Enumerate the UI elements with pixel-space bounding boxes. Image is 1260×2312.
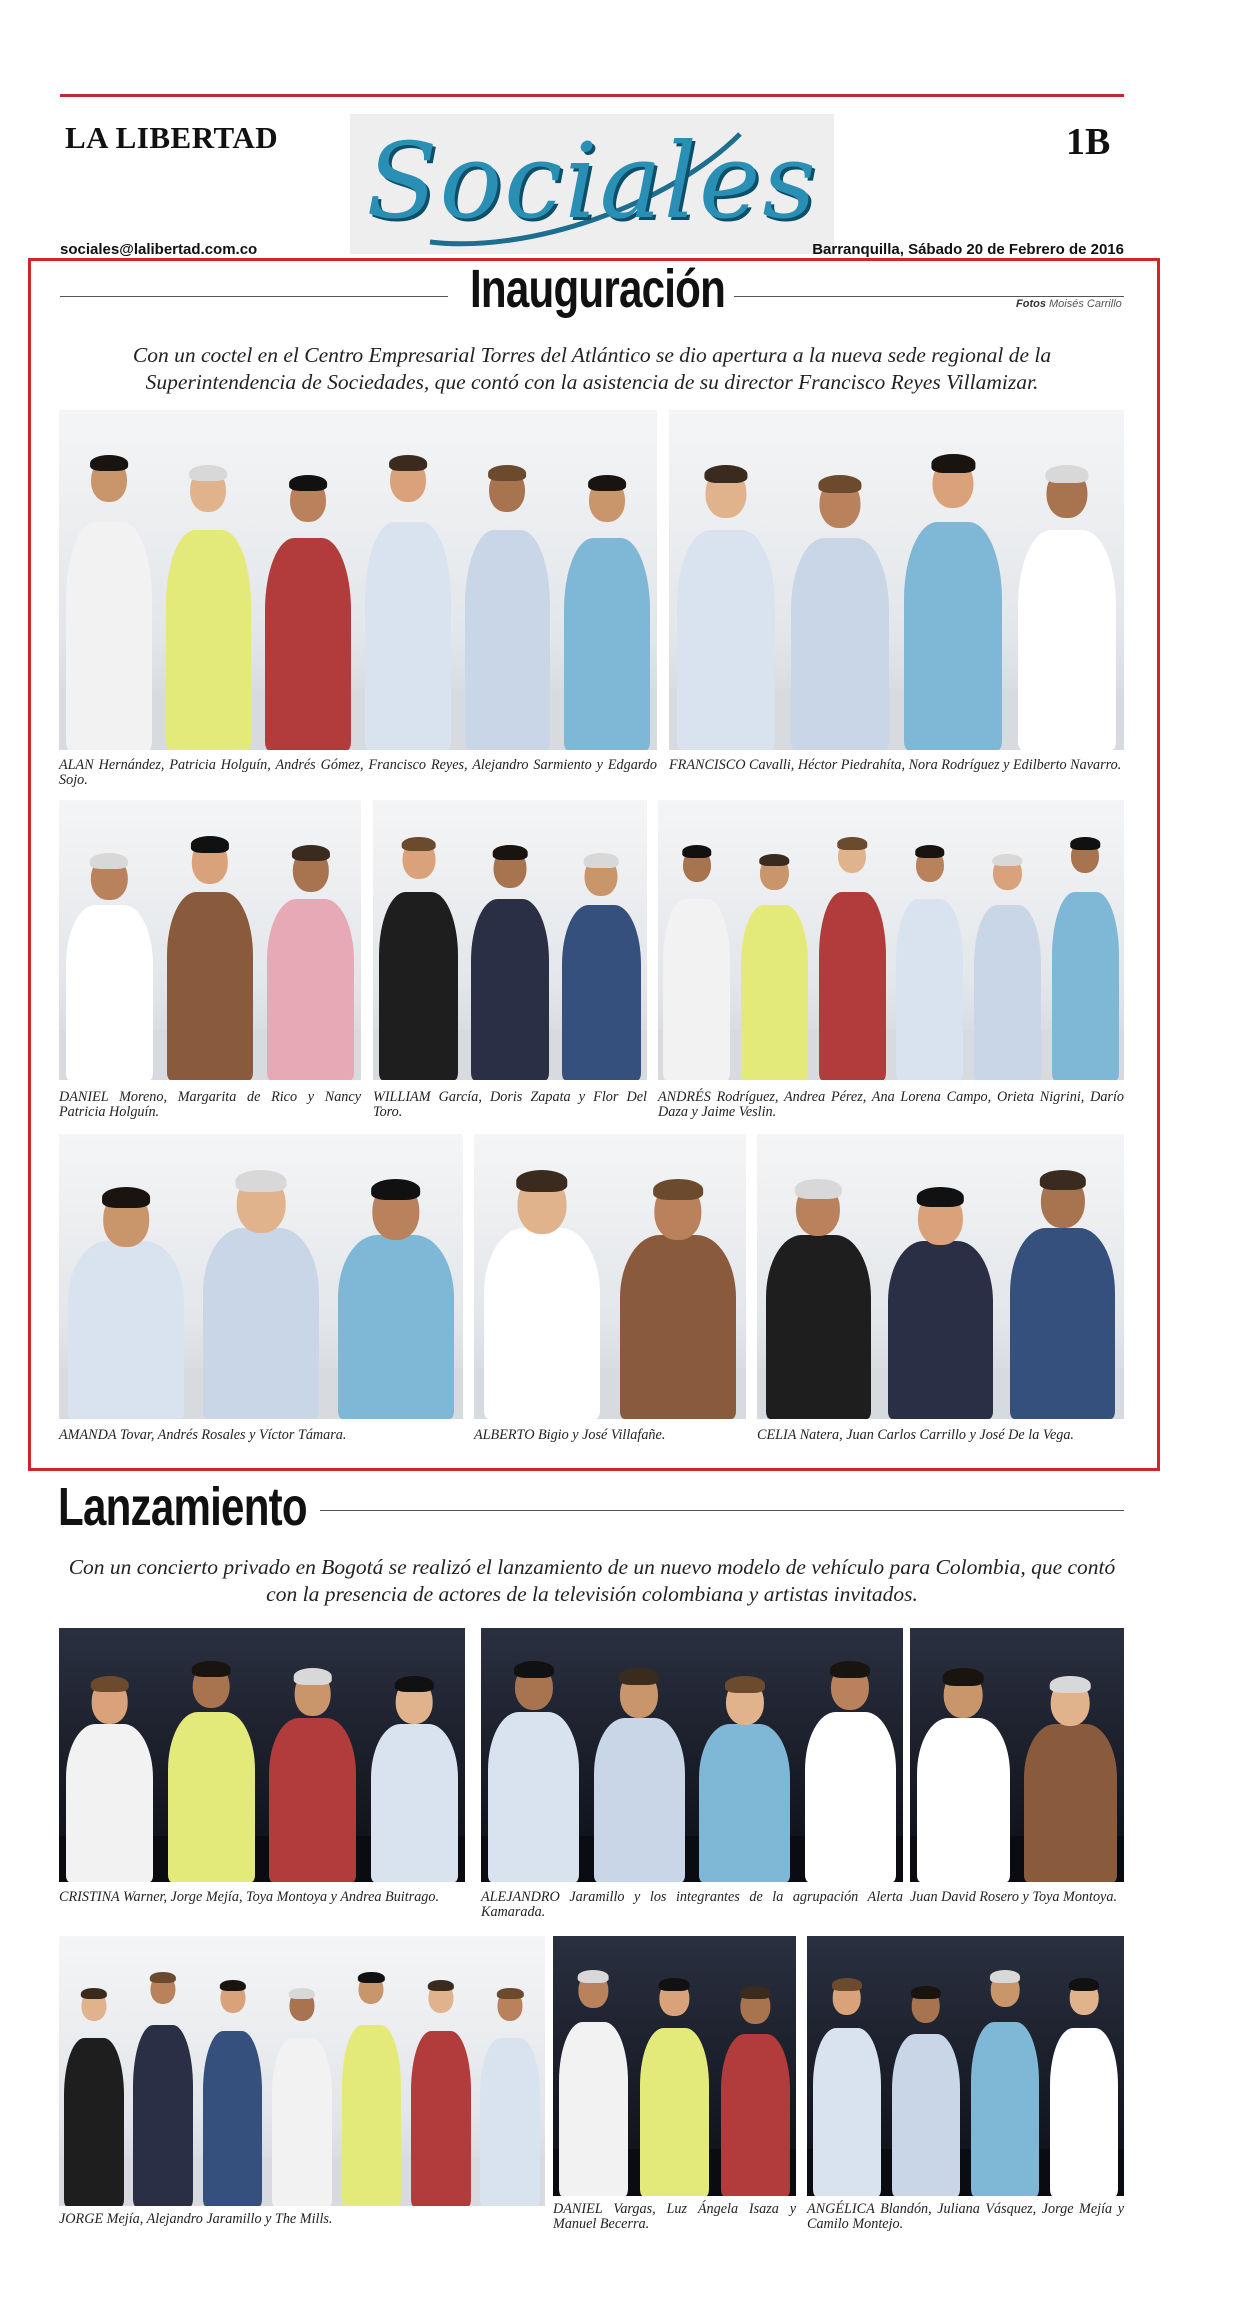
person-body bbox=[166, 530, 252, 750]
lanzamiento-title: Lanzamiento bbox=[58, 1477, 307, 1537]
photo-inauguracion-4 bbox=[373, 800, 647, 1080]
person-hair bbox=[102, 1187, 150, 1208]
person-body bbox=[484, 1228, 601, 1419]
person-hair bbox=[943, 1668, 984, 1685]
photo-person bbox=[66, 856, 153, 1080]
person-body bbox=[904, 522, 1002, 750]
photo-inauguracion-6 bbox=[59, 1134, 463, 1419]
person-hair bbox=[401, 837, 436, 852]
person-hair bbox=[740, 1986, 771, 1999]
photo-credit-name: Moisés Carrillo bbox=[1049, 298, 1122, 310]
person-hair bbox=[588, 475, 626, 491]
photo-person bbox=[203, 1174, 319, 1419]
person-hair bbox=[584, 853, 619, 868]
photo-person bbox=[721, 1988, 791, 2196]
person-body bbox=[791, 538, 889, 750]
person-hair bbox=[514, 1661, 554, 1678]
photo-person bbox=[620, 1182, 737, 1419]
person-body bbox=[488, 1712, 579, 1882]
photo-person bbox=[663, 848, 730, 1080]
person-body bbox=[272, 2038, 332, 2206]
person-hair bbox=[1050, 1676, 1091, 1693]
person-hair bbox=[81, 1988, 107, 1999]
photo-person bbox=[888, 1191, 993, 1419]
person-body bbox=[640, 2028, 710, 2196]
photo-person bbox=[66, 1679, 153, 1882]
person-hair bbox=[1040, 1170, 1086, 1190]
person-body bbox=[342, 2025, 402, 2206]
photo-person bbox=[917, 1671, 1009, 1882]
person-hair bbox=[90, 1676, 128, 1692]
person-body bbox=[562, 905, 641, 1080]
person-body bbox=[338, 1235, 454, 1420]
person-hair bbox=[235, 1170, 286, 1192]
person-body bbox=[133, 2025, 193, 2206]
photo-person bbox=[168, 1664, 255, 1882]
person-body bbox=[813, 2028, 881, 2196]
photo-person bbox=[379, 839, 458, 1080]
photo-person bbox=[167, 839, 254, 1080]
caption-lanzamiento-3: Juan David Rosero y Toya Montoya. bbox=[910, 1889, 1117, 1905]
person-hair bbox=[993, 854, 1022, 867]
person-hair bbox=[578, 1970, 609, 1983]
person-hair bbox=[389, 455, 427, 471]
photo-person bbox=[677, 468, 775, 750]
person-body bbox=[371, 1724, 458, 1882]
person-body bbox=[1052, 892, 1119, 1080]
person-hair bbox=[917, 1187, 963, 1207]
photo-person bbox=[166, 468, 252, 750]
person-body bbox=[365, 522, 451, 750]
title-rule-right bbox=[734, 296, 1124, 297]
photo-person bbox=[974, 856, 1041, 1080]
person-hair bbox=[911, 1986, 941, 1999]
person-hair bbox=[830, 1661, 870, 1678]
person-body bbox=[896, 899, 963, 1080]
photo-person bbox=[1024, 1679, 1116, 1882]
photo-person bbox=[272, 1990, 332, 2206]
photo-person bbox=[564, 478, 650, 750]
photo-person bbox=[805, 1664, 896, 1882]
person-body bbox=[677, 530, 775, 750]
person-hair bbox=[150, 1972, 176, 1983]
photo-inauguracion-1 bbox=[59, 410, 657, 750]
person-body bbox=[269, 1718, 356, 1882]
person-hair bbox=[289, 475, 327, 491]
person-hair bbox=[292, 845, 330, 861]
person-body bbox=[66, 905, 153, 1080]
person-hair bbox=[795, 1179, 841, 1199]
photo-person bbox=[66, 458, 152, 750]
person-hair bbox=[493, 845, 528, 860]
person-hair bbox=[90, 853, 128, 869]
person-body bbox=[741, 905, 808, 1080]
page-number: 1B bbox=[1066, 121, 1111, 163]
person-hair bbox=[818, 475, 861, 493]
person-body bbox=[805, 1712, 896, 1882]
person-hair bbox=[489, 465, 527, 481]
photo-person bbox=[371, 1679, 458, 1882]
photo-inauguracion-5 bbox=[658, 800, 1124, 1080]
photo-lanzamiento-2 bbox=[481, 1628, 903, 1882]
person-body bbox=[265, 538, 351, 750]
person-hair bbox=[837, 837, 866, 850]
photo-person bbox=[488, 1664, 579, 1882]
photo-person bbox=[265, 478, 351, 750]
person-hair bbox=[915, 845, 944, 858]
person-hair bbox=[219, 1980, 245, 1991]
person-hair bbox=[1069, 1978, 1099, 1991]
person-body bbox=[564, 538, 650, 750]
person-hair bbox=[293, 1668, 331, 1684]
caption-inauguracion-1: ALAN Hernández, Patricia Holguín, Andrés Gómez, Francisco Reyes, Alejandro Sarmiento y Edgardo Sojo. bbox=[59, 757, 657, 788]
person-hair bbox=[1046, 465, 1089, 483]
person-body bbox=[663, 899, 730, 1080]
person-body bbox=[168, 1712, 255, 1882]
inauguracion-title: Inauguración bbox=[470, 259, 726, 319]
person-body bbox=[892, 2034, 960, 2196]
photo-lanzamiento-1 bbox=[59, 1628, 465, 1882]
person-hair bbox=[619, 1668, 659, 1685]
photo-person bbox=[68, 1191, 184, 1419]
person-body bbox=[699, 1724, 790, 1882]
newspaper-name: LA LIBERTAD bbox=[65, 120, 279, 155]
person-body bbox=[620, 1235, 737, 1420]
photo-person bbox=[1010, 1174, 1115, 1419]
photo-person bbox=[365, 458, 451, 750]
photo-person bbox=[1052, 839, 1119, 1080]
photo-person bbox=[892, 1988, 960, 2196]
photo-person bbox=[640, 1980, 710, 2196]
photo-inauguracion-8 bbox=[757, 1134, 1124, 1419]
person-body bbox=[819, 892, 886, 1080]
photo-person bbox=[559, 1972, 629, 2196]
caption-lanzamiento-2: ALEJANDRO Jaramillo y los integrantes de la agrupación Alerta Kamarada. bbox=[481, 1889, 903, 1920]
person-body bbox=[66, 1724, 153, 1882]
caption-inauguracion-8: CELIA Natera, Juan Carlos Carrillo y José De la Vega. bbox=[757, 1427, 1074, 1443]
section-email[interactable]: sociales@lalibertad.com.co bbox=[60, 241, 258, 258]
person-body bbox=[888, 1241, 993, 1419]
caption-lanzamiento-4: JORGE Mejía, Alejandro Jaramillo y The Mills. bbox=[59, 2211, 333, 2227]
photo-inauguracion-7 bbox=[474, 1134, 746, 1419]
photo-person bbox=[471, 848, 550, 1080]
person-hair bbox=[832, 1978, 862, 1991]
person-body bbox=[167, 892, 254, 1080]
photo-person bbox=[480, 1990, 540, 2206]
caption-inauguracion-3: DANIEL Moreno, Margarita de Rico y Nancy Patricia Holguín. bbox=[59, 1089, 361, 1120]
photo-person bbox=[594, 1671, 685, 1882]
caption-inauguracion-5: ANDRÉS Rodríguez, Andrea Pérez, Ana Lorena Campo, Orieta Nigrini, Darío Daza y Jaime Veslin. bbox=[658, 1089, 1124, 1120]
photo-person bbox=[1050, 1980, 1118, 2196]
person-body bbox=[411, 2031, 471, 2206]
person-body bbox=[1050, 2028, 1118, 2196]
caption-inauguracion-7: ALBERTO Bigio y José Villafañe. bbox=[474, 1427, 666, 1443]
caption-lanzamiento-1: CRISTINA Warner, Jorge Mejía, Toya Montoya y Andrea Buitrago. bbox=[59, 1889, 440, 1905]
person-body bbox=[471, 899, 550, 1080]
person-body bbox=[203, 2031, 263, 2206]
person-hair bbox=[725, 1676, 765, 1693]
title-rule-left bbox=[60, 296, 448, 297]
photo-inauguracion-2 bbox=[669, 410, 1124, 750]
person-hair bbox=[990, 1970, 1020, 1983]
photo-person bbox=[819, 839, 886, 1080]
person-body bbox=[480, 2038, 540, 2206]
photo-person bbox=[338, 1182, 454, 1419]
person-body bbox=[1024, 1724, 1116, 1882]
dateline: Barranquilla, Sábado 20 de Febrero de 2016 bbox=[812, 241, 1124, 258]
person-body bbox=[1018, 530, 1116, 750]
person-hair bbox=[371, 1179, 421, 1200]
person-hair bbox=[395, 1676, 433, 1692]
photo-person bbox=[1018, 468, 1116, 750]
inauguracion-intro: Con un coctel en el Centro Empresarial Torres del Atlántico se dio apertura a la nueva sede regional de la Superintendencia de Sociedades, que contó con la asistencia de su director Francisco Reyes Villamizar. bbox=[132, 343, 1052, 394]
section-logo-text: Sociales bbox=[366, 120, 818, 242]
photo-person bbox=[904, 458, 1002, 750]
person-body bbox=[203, 1228, 319, 1419]
photo-credit-label: Fotos bbox=[1016, 298, 1046, 310]
photo-lanzamiento-4 bbox=[59, 1936, 545, 2206]
person-hair bbox=[190, 465, 228, 481]
photo-person bbox=[766, 1182, 871, 1419]
photo-person bbox=[133, 1974, 193, 2206]
photo-inauguracion-3 bbox=[59, 800, 361, 1080]
person-body bbox=[64, 2038, 124, 2206]
caption-lanzamiento-6: ANGÉLICA Blandón, Juliana Vásquez, Jorge Mejía y Camilo Montejo. bbox=[807, 2201, 1124, 2232]
person-hair bbox=[682, 845, 711, 858]
person-hair bbox=[192, 1661, 230, 1677]
photo-person bbox=[971, 1972, 1039, 2196]
person-body bbox=[721, 2034, 791, 2196]
photo-person bbox=[484, 1174, 601, 1419]
photo-person bbox=[267, 848, 354, 1080]
caption-inauguracion-4: WILLIAM García, Doris Zapata y Flor Del Toro. bbox=[373, 1089, 647, 1120]
person-body bbox=[267, 899, 354, 1080]
photo-person bbox=[465, 468, 551, 750]
photo-person bbox=[342, 1974, 402, 2206]
lanzamiento-intro: Con un concierto privado en Bogotá se realizó el lanzamiento de un nuevo modelo de vehículo para Colombia, que contó con la presencia de actores de la televisión colombiana y artistas invitados. bbox=[68, 1555, 1116, 1606]
person-hair bbox=[653, 1179, 703, 1200]
photo-credit bbox=[1016, 298, 1122, 310]
person-hair bbox=[497, 1988, 523, 1999]
person-hair bbox=[516, 1170, 567, 1192]
photo-lanzamiento-5 bbox=[553, 1936, 796, 2196]
photo-person bbox=[791, 478, 889, 750]
photo-person bbox=[203, 1982, 263, 2206]
person-hair bbox=[358, 1972, 384, 1983]
person-hair bbox=[659, 1978, 690, 1991]
photo-person bbox=[896, 848, 963, 1080]
person-body bbox=[974, 905, 1041, 1080]
photo-person bbox=[813, 1980, 881, 2196]
person-body bbox=[971, 2022, 1039, 2196]
person-body bbox=[379, 892, 458, 1080]
photo-person bbox=[411, 1982, 471, 2206]
person-hair bbox=[289, 1988, 315, 1999]
photo-person bbox=[562, 856, 641, 1080]
photo-person bbox=[64, 1990, 124, 2206]
person-hair bbox=[1070, 837, 1099, 850]
person-hair bbox=[428, 1980, 454, 1991]
photo-lanzamiento-3 bbox=[910, 1628, 1124, 1882]
caption-inauguracion-6: AMANDA Tovar, Andrés Rosales y Víctor Támara. bbox=[59, 1427, 347, 1443]
photo-person bbox=[699, 1679, 790, 1882]
person-hair bbox=[90, 455, 128, 471]
person-body bbox=[1010, 1228, 1115, 1419]
person-body bbox=[766, 1235, 871, 1420]
person-hair bbox=[932, 454, 975, 472]
person-body bbox=[66, 522, 152, 750]
person-body bbox=[917, 1718, 1009, 1882]
caption-inauguracion-2: FRANCISCO Cavalli, Héctor Piedrahíta, Nora Rodríguez y Edilberto Navarro. bbox=[669, 757, 1122, 773]
photo-person bbox=[741, 856, 808, 1080]
person-hair bbox=[704, 465, 747, 483]
person-hair bbox=[191, 836, 229, 852]
photo-lanzamiento-6 bbox=[807, 1936, 1124, 2196]
caption-lanzamiento-5: DANIEL Vargas, Luz Ángela Isaza y Manuel Becerra. bbox=[553, 2201, 796, 2232]
photo-person bbox=[269, 1671, 356, 1882]
lanzamiento-title-rule bbox=[320, 1510, 1124, 1511]
person-body bbox=[68, 1241, 184, 1419]
section-logo bbox=[350, 114, 834, 254]
person-body bbox=[465, 530, 551, 750]
person-body bbox=[594, 1718, 685, 1882]
person-hair bbox=[760, 854, 789, 867]
masthead-rule bbox=[60, 94, 1124, 97]
person-body bbox=[559, 2022, 629, 2196]
